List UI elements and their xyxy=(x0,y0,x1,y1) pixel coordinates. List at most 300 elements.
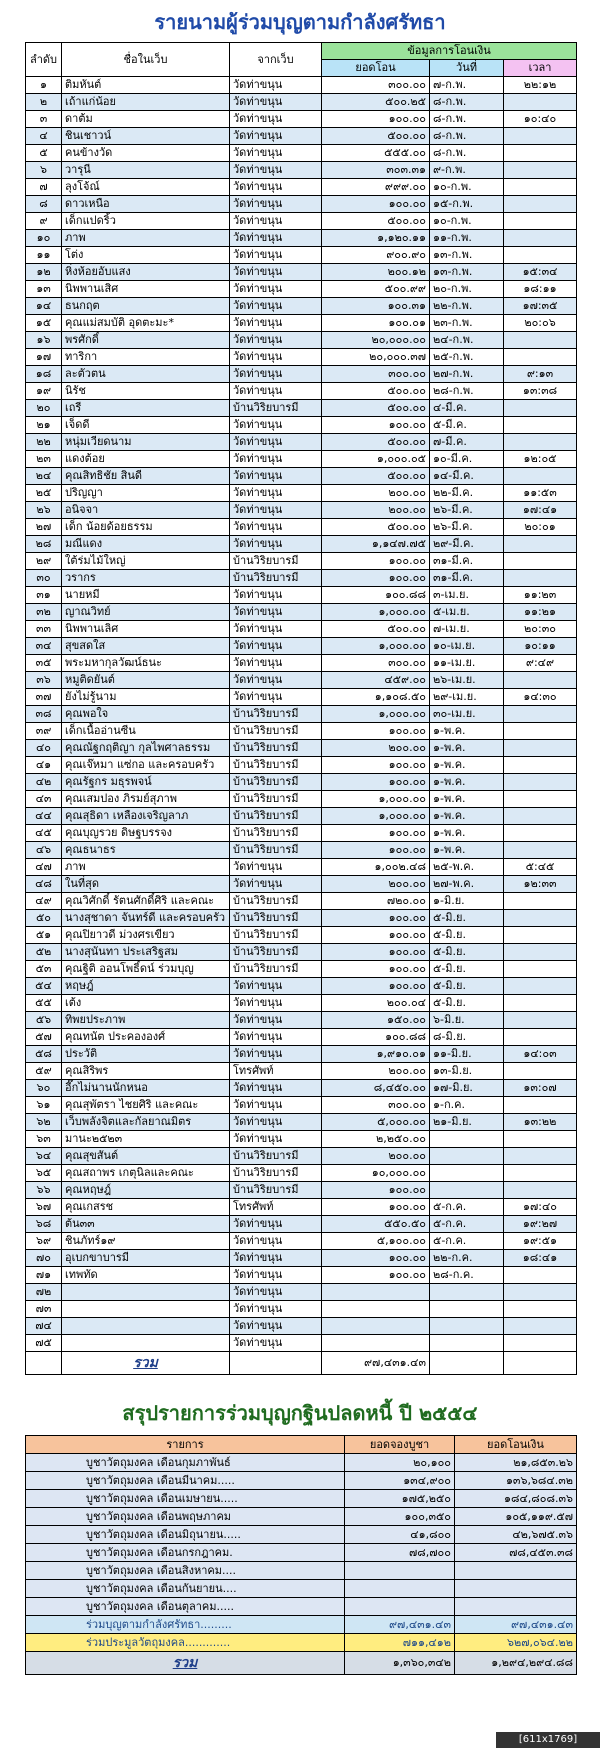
row-name: แดงต้อย xyxy=(62,451,230,468)
table-row xyxy=(26,1165,577,1182)
row-name: คุณสิทธิชัย สินดี xyxy=(62,468,230,485)
row-no: ๒๑ xyxy=(26,417,62,434)
donor-table xyxy=(25,42,577,1375)
row-amount: ๕๐๐.๐๐ xyxy=(322,213,430,230)
row-date: ๑-ก.ค. xyxy=(430,1097,504,1114)
summary-pledged: ๗๘,๗๐๐ xyxy=(345,1544,455,1562)
row-from: วัดท่าขนุน xyxy=(230,672,322,689)
row-date: ๘-ก.พ. xyxy=(430,94,504,111)
row-from: บ้านวิริยบารมี xyxy=(230,825,322,842)
row-date: ๑-พ.ค. xyxy=(430,808,504,825)
row-name: นิพพานเสิศ xyxy=(62,281,230,298)
summary-row xyxy=(26,1490,577,1508)
table-row xyxy=(26,128,577,145)
table-row xyxy=(26,1335,577,1352)
row-time xyxy=(504,1063,577,1080)
row-name: มานะ๒๕๒๓ xyxy=(62,1131,230,1148)
table-row xyxy=(26,927,577,944)
row-date: ๑-พ.ค. xyxy=(430,740,504,757)
row-name: ดาวเหนือ xyxy=(62,196,230,213)
row-no: ๑๙ xyxy=(26,383,62,400)
row-time xyxy=(504,196,577,213)
row-name: ละตัวตน xyxy=(62,366,230,383)
row-time xyxy=(504,434,577,451)
row-date: ๒๖-มี.ค. xyxy=(430,502,504,519)
row-from: วัดท่าขนุน xyxy=(230,230,322,247)
row-no: ๑ xyxy=(26,77,62,94)
row-name: ติมหันต์ xyxy=(62,77,230,94)
row-amount: ๑,๐๐๒.๔๘ xyxy=(322,859,430,876)
row-name: หนุ่มเวียดนาม xyxy=(62,434,230,451)
row-time xyxy=(504,1012,577,1029)
summary-transferred: ๑๘๔,๘๐๘.๓๖ xyxy=(455,1490,577,1508)
row-name: ลุงโจ้ณ์ xyxy=(62,179,230,196)
summary-item: บูชาวัตถุมงคล เดือนสิงหาคม.... xyxy=(26,1562,345,1580)
table-row xyxy=(26,468,577,485)
row-date: ๒๙-เม.ย. xyxy=(430,689,504,706)
row-amount: ๕๐๐.๐๐ xyxy=(322,128,430,145)
summary-transferred: ๗๘,๔๕๓.๓๘ xyxy=(455,1544,577,1562)
row-no: ๔ xyxy=(26,128,62,145)
row-no: ๔๘ xyxy=(26,876,62,893)
total-label: รวม xyxy=(133,1354,158,1371)
row-from: วัดท่าขนุน xyxy=(230,978,322,995)
row-amount: ๑๐๐.๐๐ xyxy=(322,1267,430,1284)
row-time: ๑๒:๐๕ xyxy=(504,451,577,468)
row-amount: ๒๐๐.๐๐ xyxy=(322,1063,430,1080)
row-time: ๑๑:๒๓ xyxy=(504,587,577,604)
row-time: ๒๐:๐๖ xyxy=(504,315,577,332)
col-pledged: ยอดจองบูชา xyxy=(345,1436,455,1454)
row-time xyxy=(504,825,577,842)
table-row xyxy=(26,366,577,383)
table-row xyxy=(26,859,577,876)
row-from: วัดท่าขนุน xyxy=(230,519,322,536)
row-date: ๘-ก.พ. xyxy=(430,128,504,145)
row-from: วัดท่าขนุน xyxy=(230,1097,322,1114)
row-date: ๓๑-มี.ค. xyxy=(430,570,504,587)
row-no: ๒๐ xyxy=(26,400,62,417)
summary-transferred: ๑๐๕,๑๑๙.๕๗ xyxy=(455,1508,577,1526)
col-item: รายการ xyxy=(26,1436,345,1454)
row-amount: ๑๐๐.๐๐ xyxy=(322,111,430,128)
row-time xyxy=(504,995,577,1012)
row-name xyxy=(62,1318,230,1335)
row-amount: ๑,๙๑๐.๐๑ xyxy=(322,1046,430,1063)
row-no: ๑๔ xyxy=(26,298,62,315)
row-time: ๒๐:๓๐ xyxy=(504,621,577,638)
row-time xyxy=(504,1335,577,1352)
row-no: ๓๙ xyxy=(26,723,62,740)
row-no: ๒๕ xyxy=(26,485,62,502)
table-row xyxy=(26,400,577,417)
table-row xyxy=(26,774,577,791)
table-row xyxy=(26,179,577,196)
row-date: ๑๕-ก.พ. xyxy=(430,196,504,213)
row-date: ๑๑-ก.พ. xyxy=(430,230,504,247)
summary-title: สรุปรายการร่วมบุญกฐินปลดหนี้ ปี ๒๕๕๔ xyxy=(122,1401,478,1425)
row-from: บ้านวิริยบารมี xyxy=(230,791,322,808)
row-from: บ้านวิริยบารมี xyxy=(230,961,322,978)
row-name: วรากร xyxy=(62,570,230,587)
row-no: ๖๖ xyxy=(26,1182,62,1199)
row-date: ๙-ก.พ. xyxy=(430,162,504,179)
row-time xyxy=(504,791,577,808)
row-amount: ๑๐๐.๐๐ xyxy=(322,417,430,434)
row-date: ๒๒-ก.พ. xyxy=(430,298,504,315)
table-row xyxy=(26,910,577,927)
summary-row xyxy=(26,1562,577,1580)
row-amount: ๕๐๐.๐๐ xyxy=(322,468,430,485)
row-name: คุณทนัต ประคององศ์ xyxy=(62,1029,230,1046)
row-time xyxy=(504,1301,577,1318)
summary-item: บูชาวัตถุมงคล เดือนกันยายน.... xyxy=(26,1580,345,1598)
row-time: ๑๙:๒๗ xyxy=(504,1216,577,1233)
row-no: ๓๓ xyxy=(26,621,62,638)
row-date xyxy=(430,1131,504,1148)
row-date: ๕-ก.ค. xyxy=(430,1199,504,1216)
row-no: ๕๗ xyxy=(26,1029,62,1046)
row-no: ๖๔ xyxy=(26,1148,62,1165)
summary-transferred xyxy=(455,1598,577,1616)
row-name: นิพพานเลิศ xyxy=(62,621,230,638)
row-date: ๒๗-พ.ค. xyxy=(430,876,504,893)
row-from: บ้านวิริยบารมี xyxy=(230,1182,322,1199)
summary-row xyxy=(26,1544,577,1562)
row-name: คุณฐิติ ออนโพธิ์ดน์ ร่วมบุญ xyxy=(62,961,230,978)
row-no: ๗๐ xyxy=(26,1250,62,1267)
row-name xyxy=(62,1301,230,1318)
row-date: ๒๒-ก.ค. xyxy=(430,1250,504,1267)
summary-item: บูชาวัตถุมงคล เดือนพฤษภาคม xyxy=(26,1508,345,1526)
table-row xyxy=(26,706,577,723)
row-from: วัดท่าขนุน xyxy=(230,689,322,706)
row-time xyxy=(504,774,577,791)
row-time xyxy=(504,1318,577,1335)
row-time xyxy=(504,1267,577,1284)
row-date: ๒๖-มี.ค. xyxy=(430,519,504,536)
row-name: คุณสุขสันต์ xyxy=(62,1148,230,1165)
row-amount: ๒๐๐.๐๐ xyxy=(322,485,430,502)
row-date: ๗-ก.พ. xyxy=(430,77,504,94)
row-from: บ้านวิริยบารมี xyxy=(230,808,322,825)
row-date: ๘-มิ.ย. xyxy=(430,1029,504,1046)
col-transfer-info: ข้อมูลการโอนเงิน xyxy=(322,43,577,60)
row-time xyxy=(504,94,577,111)
row-time xyxy=(504,910,577,927)
row-no: ๒ xyxy=(26,94,62,111)
row-name: ใต้ร่มไม้ใหญ่ xyxy=(62,553,230,570)
row-amount: ๑๐๐.๐๐ xyxy=(322,553,430,570)
row-from: โทรศัพท์ xyxy=(230,1063,322,1080)
row-amount: ๑๐๐.๐๐ xyxy=(322,961,430,978)
row-date: ๕-มิ.ย. xyxy=(430,978,504,995)
row-time xyxy=(504,468,577,485)
row-no: ๓๑ xyxy=(26,587,62,604)
row-name: ภาพ xyxy=(62,859,230,876)
row-from: วัดท่าขนุน xyxy=(230,1029,322,1046)
table-row xyxy=(26,162,577,179)
row-amount: ๗๒๐.๐๐ xyxy=(322,893,430,910)
row-date xyxy=(430,1182,504,1199)
col-date: วันที่ xyxy=(430,60,504,77)
row-amount: ๒๐,๐๐๐.๐๐ xyxy=(322,332,430,349)
row-time: ๑๐:๑๑ xyxy=(504,638,577,655)
table-row xyxy=(26,417,577,434)
row-from: วัดท่าขนุน xyxy=(230,196,322,213)
row-no: ๒๖ xyxy=(26,502,62,519)
row-from: วัดท่าขนุน xyxy=(230,145,322,162)
table-row xyxy=(26,502,577,519)
table-row xyxy=(26,1250,577,1267)
row-time xyxy=(504,842,577,859)
row-time xyxy=(504,706,577,723)
table-row xyxy=(26,1029,577,1046)
row-no: ๕๒ xyxy=(26,944,62,961)
row-amount: ๔๕๙.๐๐ xyxy=(322,672,430,689)
row-from: วัดท่าขนุน xyxy=(230,94,322,111)
table-row xyxy=(26,1301,577,1318)
row-no: ๕๓ xyxy=(26,961,62,978)
row-date xyxy=(430,1335,504,1352)
row-date: ๕-ก.ค. xyxy=(430,1216,504,1233)
row-name: เต้ง xyxy=(62,995,230,1012)
row-time xyxy=(504,1284,577,1301)
table-row xyxy=(26,315,577,332)
row-no: ๔๐ xyxy=(26,740,62,757)
row-from: บ้านวิริยบารมี xyxy=(230,927,322,944)
row-from: วัดท่าขนุน xyxy=(230,621,322,638)
row-from: วัดท่าขนุน xyxy=(230,77,322,94)
row-from: วัดท่าขนุน xyxy=(230,417,322,434)
row-from: วัดท่าขนุน xyxy=(230,468,322,485)
row-from: วัดท่าขนุน xyxy=(230,298,322,315)
summary-pledged: ๑๓๔,๙๐๐ xyxy=(345,1472,455,1490)
row-amount: ๑๐๐.๐๐ xyxy=(322,842,430,859)
row-time: ๑๓:๓๘ xyxy=(504,383,577,400)
summary-transferred: ๒๑,๘๕๓.๒๖ xyxy=(455,1454,577,1472)
row-no: ๓๔ xyxy=(26,638,62,655)
row-time xyxy=(504,400,577,417)
table-row xyxy=(26,1114,577,1131)
table-row xyxy=(26,77,577,94)
table-row xyxy=(26,723,577,740)
row-from: วัดท่าขนุน xyxy=(230,111,322,128)
row-no: ๔๓ xyxy=(26,791,62,808)
row-name: หฤษฎ์ xyxy=(62,978,230,995)
row-time xyxy=(504,213,577,230)
table-row xyxy=(26,247,577,264)
row-amount: ๑๐๐.๐๐ xyxy=(322,1250,430,1267)
row-from: วัดท่าขนุน xyxy=(230,162,322,179)
row-name: นิรัช xyxy=(62,383,230,400)
row-time: ๑๓:๐๗ xyxy=(504,1080,577,1097)
row-from: บ้านวิริยบารมี xyxy=(230,400,322,417)
summary-pledged: ๒๐,๑๐๐ xyxy=(345,1454,455,1472)
row-date: ๑-พ.ค. xyxy=(430,757,504,774)
row-date: ๖-มิ.ย. xyxy=(430,1012,504,1029)
summary-transferred: ๑๓๖,๖๘๔.๓๒ xyxy=(455,1472,577,1490)
row-from: บ้านวิริยบารมี xyxy=(230,944,322,961)
row-time: ๑๑:๕๓ xyxy=(504,485,577,502)
table-row xyxy=(26,570,577,587)
table-row xyxy=(26,281,577,298)
row-name: คุณสถาพร เกตุนิลและคณะ xyxy=(62,1165,230,1182)
row-from: วัดท่าขนุน xyxy=(230,383,322,400)
row-from: วัดท่าขนุน xyxy=(230,1114,322,1131)
row-from: วัดท่าขนุน xyxy=(230,366,322,383)
row-name xyxy=(62,1335,230,1352)
table-row xyxy=(26,383,577,400)
row-from: วัดท่าขนุน xyxy=(230,587,322,604)
row-from: บ้านวิริยบารมี xyxy=(230,757,322,774)
row-amount: ๙๙๙.๐๐ xyxy=(322,179,430,196)
row-no: ๑๐ xyxy=(26,230,62,247)
row-from: วัดท่าขนุน xyxy=(230,502,322,519)
summary-item: บูชาวัตถุมงคล เดือนกุมภาพันธ์ xyxy=(26,1454,345,1472)
row-amount: ๒๐๐.๐๐ xyxy=(322,502,430,519)
row-name: คุณสิริพร xyxy=(62,1063,230,1080)
summary-item: บูชาวัตถุมงคล เดือนมิถุนายน..... xyxy=(26,1526,345,1544)
table-row xyxy=(26,196,577,213)
row-time: ๑๗:๔๑ xyxy=(504,502,577,519)
row-time: ๒๐:๐๑ xyxy=(504,519,577,536)
row-name: คุณหฤษฎ์ xyxy=(62,1182,230,1199)
row-time xyxy=(504,723,577,740)
row-date: ๑-มิ.ย. xyxy=(430,893,504,910)
row-name: นางสุชาดา จันทร์ดี และครอบครัว xyxy=(62,910,230,927)
row-amount: ๕๐๐.๐๐ xyxy=(322,519,430,536)
summary-item: บูชาวัตถุมงคล เดือนกรกฎาคม. xyxy=(26,1544,345,1562)
row-amount xyxy=(322,1318,430,1335)
row-date: ๒๒-มี.ค. xyxy=(430,485,504,502)
row-time xyxy=(504,179,577,196)
row-name: โต่ง xyxy=(62,247,230,264)
row-time: ๑๒:๓๓ xyxy=(504,876,577,893)
row-name xyxy=(62,1284,230,1301)
row-amount: ๑,๐๐๐.๐๐ xyxy=(322,604,430,621)
row-time xyxy=(504,1148,577,1165)
table-row xyxy=(26,1233,577,1250)
row-amount: ๙๐๐.๙๐ xyxy=(322,247,430,264)
row-no: ๑๖ xyxy=(26,332,62,349)
row-time xyxy=(504,553,577,570)
row-name: หมูติดยันต์ xyxy=(62,672,230,689)
row-no: ๖๑ xyxy=(26,1097,62,1114)
row-no: ๖๐ xyxy=(26,1080,62,1097)
row-amount xyxy=(322,1335,430,1352)
row-name: ต้น๓๓ xyxy=(62,1216,230,1233)
row-time xyxy=(504,570,577,587)
row-from: วัดท่าขนุน xyxy=(230,1301,322,1318)
table-row xyxy=(26,111,577,128)
row-amount: ๕๕๕.๐๐ xyxy=(322,145,430,162)
row-no: ๖๓ xyxy=(26,1131,62,1148)
row-date: ๒๓-ก.พ. xyxy=(430,315,504,332)
row-name: นายหมี xyxy=(62,587,230,604)
total-row xyxy=(26,1352,577,1375)
row-amount: ๕๐๐.๐๐ xyxy=(322,434,430,451)
row-amount: ๓๐๐.๐๐ xyxy=(322,655,430,672)
row-no: ๓๕ xyxy=(26,655,62,672)
table-row xyxy=(26,553,577,570)
row-from: วัดท่าขนุน xyxy=(230,1267,322,1284)
row-date: ๑๗-มิ.ย. xyxy=(430,1080,504,1097)
row-no: ๕๖ xyxy=(26,1012,62,1029)
row-date xyxy=(430,1284,504,1301)
row-time xyxy=(504,740,577,757)
row-name: ญาณวิทย์ xyxy=(62,604,230,621)
row-name: เถ้าแก่น้อย xyxy=(62,94,230,111)
row-amount: ๑๐๐.๐๐ xyxy=(322,978,430,995)
row-no: ๓ xyxy=(26,111,62,128)
row-amount: ๑,๐๐๐.๐๕ xyxy=(322,451,430,468)
row-from: วัดท่าขนุน xyxy=(230,1335,322,1352)
row-date: ๑๓-ก.พ. xyxy=(430,247,504,264)
summary-pledged: ๔๑,๘๐๐ xyxy=(345,1526,455,1544)
row-from: วัดท่าขนุน xyxy=(230,1318,322,1335)
row-date: ๕-มี.ค. xyxy=(430,417,504,434)
summary-total-transferred: ๑,๒๙๔,๒๙๔.๘๘ xyxy=(455,1652,577,1675)
table-row xyxy=(26,1097,577,1114)
summary-pledged xyxy=(345,1580,455,1598)
table-row xyxy=(26,1267,577,1284)
row-name: คุณสุธิดา เหลืองเจริญลาภ xyxy=(62,808,230,825)
row-time: ๑๑:๒๑ xyxy=(504,604,577,621)
row-no: ๓๘ xyxy=(26,706,62,723)
row-no: ๖๗ xyxy=(26,1199,62,1216)
table-row xyxy=(26,621,577,638)
row-amount: ๑๐๐.๐๐ xyxy=(322,570,430,587)
table-row xyxy=(26,536,577,553)
table-row xyxy=(26,1046,577,1063)
row-date: ๑๓-ก.พ. xyxy=(430,264,504,281)
summary-row xyxy=(26,1508,577,1526)
row-time xyxy=(504,536,577,553)
row-date xyxy=(430,1148,504,1165)
row-time: ๕:๔๕ xyxy=(504,859,577,876)
row-from: วัดท่าขนุน xyxy=(230,995,322,1012)
summary-auction-row: ร่วมประมูลวัตถุมงคล............. ๗๑๑,๔๑๒ ๖๒๗,๐๖๔.๒๒ xyxy=(26,1634,577,1652)
row-no: ๗๕ xyxy=(26,1335,62,1352)
table-row xyxy=(26,1318,577,1335)
image-host-footer: [611x1769] https://upic.me/ xyxy=(496,1732,600,1748)
table-row xyxy=(26,961,577,978)
row-time xyxy=(504,247,577,264)
row-no: ๗๓ xyxy=(26,1301,62,1318)
col-no: ลำดับ xyxy=(26,43,62,77)
summary-total-label: รวม xyxy=(172,1654,198,1671)
row-name: คุณบุญรวย ดิษฐบรรจง xyxy=(62,825,230,842)
row-no: ๔๑ xyxy=(26,757,62,774)
row-from: วัดท่าขนุน xyxy=(230,655,322,672)
row-no: ๔๔ xyxy=(26,808,62,825)
row-from: บ้านวิริยบารมี xyxy=(230,706,322,723)
row-name: พระมหากุลวัฒน์ธนะ xyxy=(62,655,230,672)
row-time xyxy=(504,1165,577,1182)
row-amount: ๓๐๐.๐๐ xyxy=(322,1097,430,1114)
row-amount: ๑,๑๒๐.๑๑ xyxy=(322,230,430,247)
row-name: เถรี xyxy=(62,400,230,417)
row-no: ๑๗ xyxy=(26,349,62,366)
row-time xyxy=(504,1029,577,1046)
row-amount: ๑๐๐.๐๐ xyxy=(322,723,430,740)
summary-row xyxy=(26,1472,577,1490)
row-name: เด็กเนื้ออ่านซีน xyxy=(62,723,230,740)
row-no: ๔๙ xyxy=(26,893,62,910)
row-name: สุขสดใส xyxy=(62,638,230,655)
row-date xyxy=(430,1301,504,1318)
